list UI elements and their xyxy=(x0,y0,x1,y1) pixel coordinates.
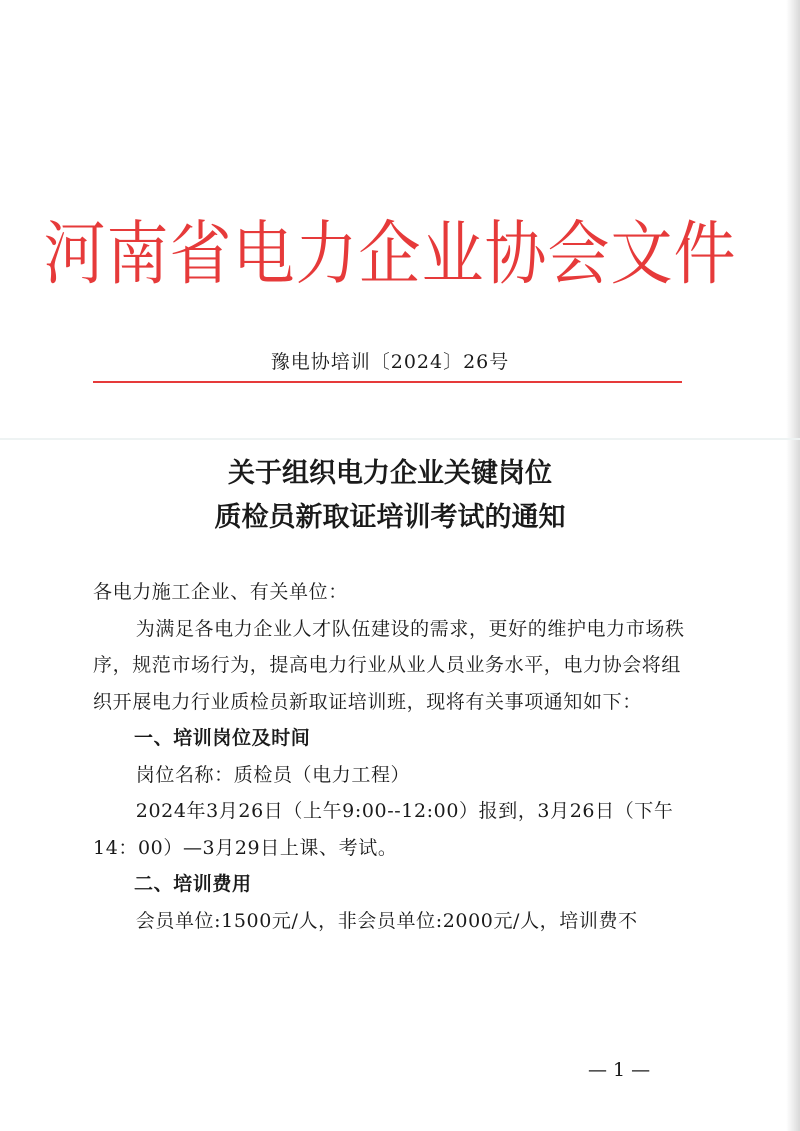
notice-body xyxy=(93,574,687,939)
notice-title-line-1: 关于组织电力企业关键岗位 xyxy=(228,458,552,489)
schedule-paragraph: 2024年3月26日（上午9:00--12:00）报到，3月26日（下午14：00）—3月29日上课、考试。 xyxy=(93,800,674,859)
section-1-heading: 一、培训岗位及时间 xyxy=(134,727,311,749)
red-divider-line xyxy=(93,381,682,383)
section-2-heading: 二、培训费用 xyxy=(134,873,252,895)
intro-paragraph: 为满足各电力企业人才队伍建设的需求，更好的维护电力市场秩序，规范市场行为，提高电力行业从业人员业务水平，电力协会将组织开展电力行业质检员新取证培训班，现将有关事项通知如下： xyxy=(93,617,685,713)
position-name: 岗位名称：质检员（电力工程） xyxy=(135,763,411,786)
document-number: 豫电协培训〔2024〕26号 xyxy=(270,351,510,373)
page-edge-shadow xyxy=(786,0,800,1131)
fee-paragraph: 会员单位:1500元/人，非会员单位:2000元/人，培训费不 xyxy=(135,909,638,932)
scan-line xyxy=(0,438,800,440)
page-number: — 1 — xyxy=(588,1059,651,1081)
notice-title-line-2: 质检员新取证培训考试的通知 xyxy=(214,502,566,533)
salutation: 各电力施工企业、有关单位： xyxy=(93,581,348,603)
document-header-title: 河南省电力企业协会文件 xyxy=(43,212,737,295)
notice-title xyxy=(0,452,780,540)
